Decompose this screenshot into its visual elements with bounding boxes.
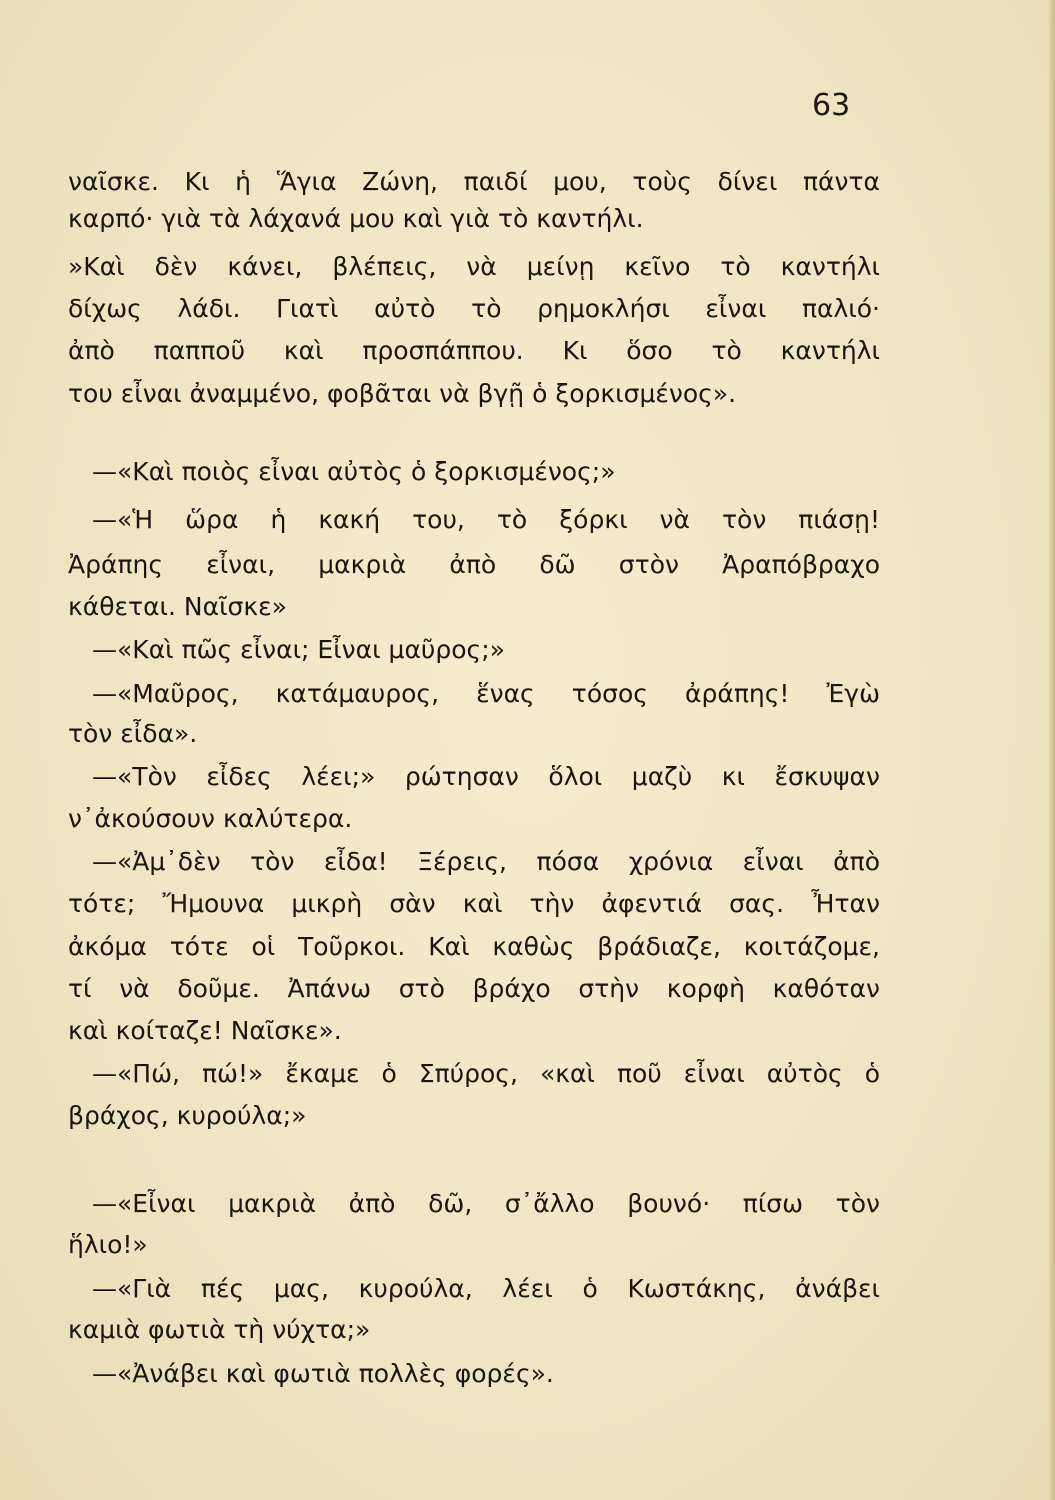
text-line: »Καὶ δὲν κάνει, βλέπεις, νὰ μείνῃ κεῖνο τὸ καντήλι: [68, 252, 880, 281]
text-line: τὸν εἶδα».: [68, 719, 198, 748]
text-line: —«Τὸν εἶδες λέει;» ρώτησαν ὅλοι μαζὺ κι ἔσκυψαν: [92, 762, 880, 791]
text-line: —«Ἀνάβει καὶ φωτιὰ πολλὲς φορές».: [92, 1359, 554, 1388]
text-line: καρπό· γιὰ τὰ λάχανά μου καὶ γιὰ τὸ καντήλι.: [68, 204, 644, 233]
page-number: 63: [812, 88, 851, 123]
text-line: —«Ἀμ᾿δὲν τὸν εἶδα! Ξέρεις, πόσα χρόνια εἶναι ἀπὸ: [92, 847, 880, 876]
text-line: —«Γιὰ πές μας, κυρούλα, λέει ὁ Κωστάκης, ἀνάβει: [92, 1274, 880, 1303]
text-line: καὶ κοίταζε! Ναῖσκε».: [68, 1016, 342, 1045]
page-edge: [1049, 0, 1055, 1500]
text-line: βράχος, κυρούλα;»: [68, 1101, 307, 1130]
text-line: —«Μαῦρος, κατάμαυρος, ἕνας τόσος ἀράπης! Ἐγὼ: [92, 679, 880, 708]
text-line: καμιὰ φωτιὰ τὴ νύχτα;»: [68, 1315, 371, 1344]
text-line: —«Ἡ ὥρα ἡ κακή του, τὸ ξόρκι νὰ τὸν πιάσῃ!: [92, 505, 880, 534]
text-line: ν᾿ἀκούσουν καλύτερα.: [68, 804, 353, 833]
text-line: του εἶναι ἀναμμένο, φοβᾶται νὰ βγῇ ὁ ξορκισμένος».: [68, 379, 737, 408]
text-line: Ἀράπης εἶναι, μακριὰ ἀπὸ δῶ στὸν Ἀραπόβραχο: [68, 550, 880, 579]
text-line: κάθεται. Ναῖσκε»: [68, 592, 287, 621]
text-line: —«Καὶ πῶς εἶναι; Εἶναι μαῦρος;»: [92, 635, 505, 664]
text-line: ἀπὸ παπποῦ καὶ προσπάππου. Κι ὅσο τὸ καντήλι: [68, 336, 880, 365]
text-line: —«Καὶ ποιὸς εἶναι αὐτὸς ὁ ξορκισμένος;»: [92, 457, 616, 486]
text-line: ναῖσκε. Κι ἡ Ἅγια Ζώνη, παιδί μου, τοὺς δίνει πάντα: [68, 167, 880, 196]
text-line: τί νὰ δοῦμε. Ἀπάνω στὸ βράχο στὴν κορφὴ καθόταν: [68, 974, 880, 1003]
text-line: ἀκόμα τότε οἱ Τοῦρκοι. Καὶ καθὼς βράδιαζε, κοιτάζομε,: [68, 932, 880, 961]
text-line: τότε; Ἤμουνα μικρὴ σὰν καὶ τὴν ἀφεντιά σας. Ἦταν: [68, 889, 880, 918]
text-line: —«Πώ, πώ!» ἔκαμε ὁ Σπύρος, «καὶ ποῦ εἶναι αὐτὸς ὁ: [92, 1059, 880, 1088]
text-line: δίχως λάδι. Γιατὶ αὐτὸ τὸ ρημοκλήσι εἶναι παλιό·: [68, 294, 880, 323]
text-line: —«Εἶναι μακριὰ ἀπὸ δῶ, σ᾿ἄλλο βουνό· πίσω τὸν: [92, 1189, 880, 1218]
text-line: ἥλιο!»: [68, 1230, 148, 1259]
